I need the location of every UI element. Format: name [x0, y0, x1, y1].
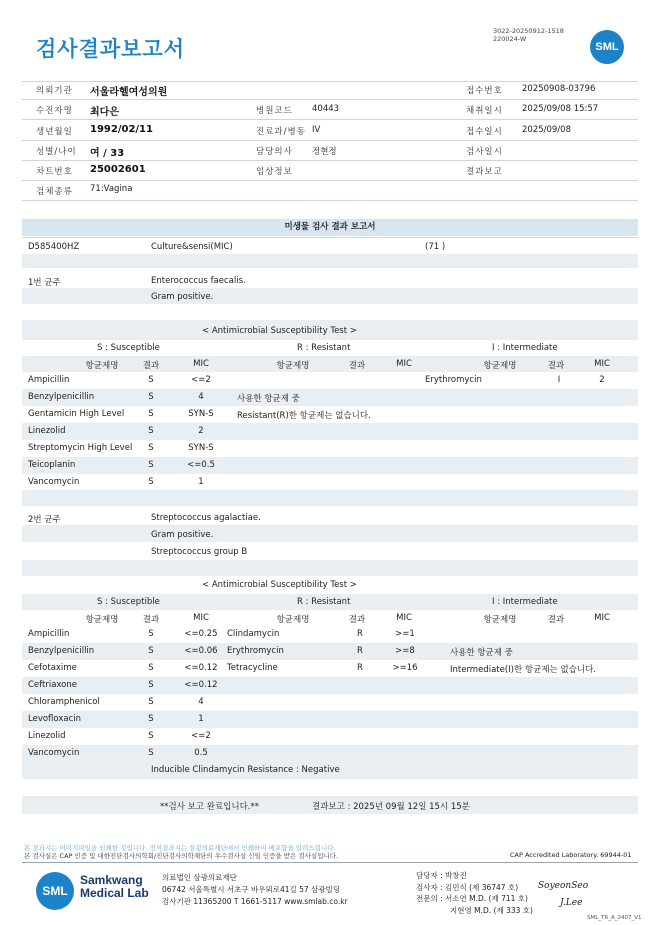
drug-result: S — [148, 443, 154, 453]
info-label: 접수일시 — [466, 127, 503, 137]
drug-mic: <=2 — [191, 375, 211, 385]
info-value: 2025/09/08 — [522, 125, 571, 135]
drug-name: Linezolid — [28, 426, 66, 436]
column-header: 결과 — [348, 615, 366, 625]
drug-name: Benzylpenicillin — [28, 646, 95, 656]
drug-name: Teicoplanin — [28, 460, 76, 470]
column-header: MIC — [594, 613, 610, 623]
info-label: 임상정보 — [256, 167, 293, 177]
drug-name: Levofloxacin — [28, 714, 82, 724]
drug-result: S — [148, 629, 154, 639]
info-label: 담당의사 — [256, 147, 293, 157]
drug-mic: <=0.06 — [184, 646, 218, 656]
info-label: 생년월일 — [36, 127, 73, 137]
column-header: 항균제명 — [483, 361, 517, 371]
drug-mic: 2 — [198, 426, 204, 436]
drug-mic: <=0.5 — [187, 460, 215, 470]
column-header: MIC — [396, 613, 412, 623]
column-header: 항균제명 — [276, 361, 310, 371]
column-header: MIC — [193, 359, 209, 369]
column-header: 결과 — [547, 615, 565, 625]
cap-accreditation: CAP Accredited Laboratory. 69944-01 — [510, 851, 632, 859]
sml-logo-icon: SML — [590, 30, 624, 64]
drug-mic: 1 — [198, 714, 204, 724]
drug-mic: <=2 — [191, 731, 211, 741]
s-legend-1: S : Susceptible — [97, 343, 160, 353]
drug-result: S — [148, 646, 154, 656]
info-label: 결과보고 — [466, 167, 503, 177]
inducible-clindamycin-note: Inducible Clindamycin Resistance : Negative — [151, 765, 340, 775]
info-value: IV — [312, 125, 321, 135]
drug-name: Tetracycline — [227, 663, 278, 673]
drug-result: S — [148, 460, 154, 470]
drug-result: S — [148, 477, 154, 487]
info-label: 접수번호 — [466, 86, 503, 96]
column-header: MIC — [594, 359, 610, 369]
drug-mic: 4 — [198, 697, 204, 707]
drug-mic: >=16 — [392, 663, 418, 673]
isolate-1-gram: Gram positive. — [151, 292, 214, 302]
drug-result: S — [148, 392, 154, 402]
info-value: 40443 — [312, 104, 340, 114]
signature-lee: J.Lee — [560, 898, 583, 908]
info-value: 서울라헬여성의원 — [90, 87, 168, 98]
column-header: 결과 — [547, 361, 565, 371]
isolate-2-organism: Streptococcus agalactiae. — [151, 513, 261, 523]
i-note-2b: Intermediate(I)한 항균제는 없습니다. — [450, 665, 596, 675]
column-header: 항균제명 — [276, 615, 310, 625]
drug-name: Linezolid — [28, 731, 66, 741]
r-legend-2: R : Resistant — [297, 597, 351, 607]
column-header: 결과 — [142, 615, 160, 625]
isolate-1-label: 1번 균주 — [28, 278, 61, 288]
drug-name: Vancomycin — [28, 477, 80, 487]
drug-result: R — [357, 629, 363, 639]
report-complete: **검사 보고 완료입니다.** — [160, 802, 260, 812]
info-label: 차트번호 — [36, 167, 73, 177]
drug-mic: >=8 — [395, 646, 415, 656]
signature-seo: SoyeonSeo — [538, 881, 589, 891]
drug-name: Clindamycin — [227, 629, 280, 639]
i-legend-2: I : Intermediate — [492, 597, 558, 607]
drug-name: Erythromycin — [227, 646, 284, 656]
info-value: 25002601 — [90, 164, 146, 175]
ast-title-1: < Antimicrobial Susceptibility Test > — [202, 326, 357, 336]
drug-mic: SYN-S — [188, 409, 214, 419]
s-legend-2: S : Susceptible — [97, 597, 160, 607]
column-header: 항균제명 — [85, 615, 119, 625]
info-label: 병원코드 — [256, 106, 293, 116]
footer-certification: 본 검사실은 CAP 인증 및 대한진단검사의학회/진단검사의학재단의 우수검사실 신임 인증을 받은 검사실입니다. — [24, 852, 339, 860]
drug-name: Ampicillin — [28, 629, 70, 639]
drug-name: Benzylpenicillin — [28, 392, 95, 402]
drug-result: S — [148, 663, 154, 673]
lab-address: 의료법인 삼광의료재단 06742 서울특별시 서초구 바우뫼로41길 57 삼광빌딩 검사기관 11365200 T 1661-5117 www.smlab.co.kr — [162, 873, 348, 906]
info-label: 의뢰기관 — [36, 86, 73, 96]
isolate-2-label: 2번 균주 — [28, 515, 61, 525]
i-legend-1: I : Intermediate — [492, 343, 558, 353]
drug-result: I — [557, 375, 561, 385]
drug-name: Vancomycin — [28, 748, 80, 758]
drug-result: S — [148, 748, 154, 758]
r-note-1b: Resistant(R)한 항균제는 없습니다. — [237, 411, 371, 421]
drug-result: S — [148, 680, 154, 690]
isolate-2-gram: Gram positive. — [151, 530, 214, 540]
signatures: 담당자 : 박창진 검사자 : 김민식 (제 36747 호) 전문의 : 서소연 M.D. (제 711 호) 지현영 M.D. (제 333 호) — [416, 871, 533, 915]
report-time: 결과보고 : 2025년 09월 12일 15시 15분 — [312, 802, 470, 812]
info-label: 채취일시 — [466, 106, 503, 116]
drug-mic: <=0.25 — [184, 629, 218, 639]
footer-notice: 본 결과지는 이미지파일을 인쇄한 것입니다. 정식결과지는 삼광의료재단에서 인쇄하여 배포함을 알려드립니다. — [24, 844, 336, 852]
column-header: 항균제명 — [483, 615, 517, 625]
drug-mic: <=0.12 — [184, 663, 218, 673]
drug-name: Streptomycin High Level — [28, 443, 133, 453]
section-header: 미생물 검사 결과 보고서 — [22, 219, 638, 236]
test-code: D585400HZ — [28, 242, 80, 252]
info-label: 검체종류 — [36, 187, 73, 197]
info-value: 71:Vagina — [90, 184, 133, 194]
drug-result: S — [148, 697, 154, 707]
column-header: 항균제명 — [85, 361, 119, 371]
drug-name: Chloramphenicol — [28, 697, 100, 707]
document-id: 3022-20250912-1518 220024-W — [493, 27, 564, 43]
drug-mic: 4 — [198, 392, 204, 402]
info-value: 20250908-03796 — [522, 84, 596, 94]
isolate-1-organism: Enterococcus faecalis. — [151, 276, 246, 286]
info-label: 성별/나이 — [36, 147, 77, 157]
drug-name: Ampicillin — [28, 375, 70, 385]
form-code: SML_TR_A_2407_V1 — [587, 915, 642, 921]
i-note-2a: 사용한 항균제 중 — [450, 648, 513, 658]
drug-name: Erythromycin — [425, 375, 482, 385]
column-header: MIC — [193, 613, 209, 623]
drug-mic: 0.5 — [194, 748, 208, 758]
page-title: 검사결과보고서 — [36, 37, 186, 61]
info-value: 최다은 — [90, 107, 119, 118]
brand-name: Samkwang Medical Lab — [80, 873, 149, 900]
drug-result: R — [357, 663, 363, 673]
column-header: MIC — [396, 359, 412, 369]
drug-name: Gentamicin High Level — [28, 409, 125, 419]
drug-mic: >=1 — [395, 629, 415, 639]
drug-result: S — [148, 714, 154, 724]
column-header: 결과 — [348, 361, 366, 371]
drug-result: R — [357, 646, 363, 656]
test-name: Culture&sensi(MIC) — [151, 242, 233, 252]
drug-mic: 2 — [599, 375, 605, 385]
drug-mic: SYN-S — [188, 443, 214, 453]
info-value: 2025/09/08 15:57 — [522, 104, 599, 114]
info-label: 검사일시 — [466, 147, 503, 157]
info-value: 정현정 — [312, 147, 337, 157]
sml-footer-logo-icon: SML — [36, 872, 74, 910]
info-value: 1992/02/11 — [90, 124, 153, 135]
column-header: 결과 — [142, 361, 160, 371]
drug-mic: <=0.12 — [184, 680, 218, 690]
info-value: 여 / 33 — [90, 148, 125, 159]
drug-result: S — [148, 375, 154, 385]
drug-result: S — [148, 731, 154, 741]
drug-name: Ceftriaxone — [28, 680, 77, 690]
info-label: 진료과/병동 — [256, 127, 306, 137]
test-number: (71 ) — [425, 242, 446, 252]
drug-result: S — [148, 426, 154, 436]
r-legend-1: R : Resistant — [297, 343, 351, 353]
drug-mic: 1 — [198, 477, 204, 487]
drug-result: S — [148, 409, 154, 419]
drug-name: Cefotaxime — [28, 663, 77, 673]
isolate-2-group: Streptococcus group B — [151, 547, 248, 557]
info-label: 수진자명 — [36, 106, 73, 116]
ast-title-2: < Antimicrobial Susceptibility Test > — [202, 580, 357, 590]
r-note-1a: 사용한 항균제 중 — [237, 394, 300, 404]
